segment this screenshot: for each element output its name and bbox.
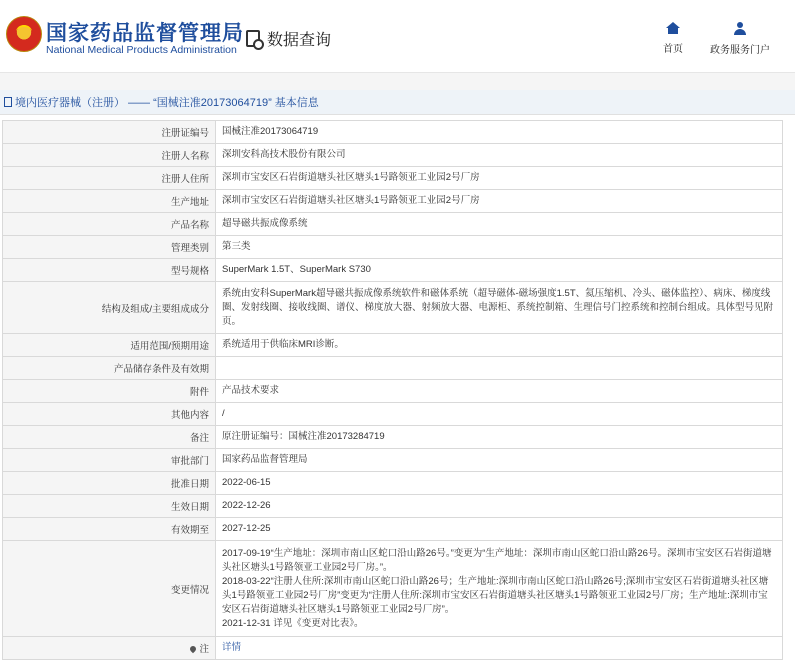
site-header	[0, 0, 795, 72]
row-value: 2022-06-15	[216, 472, 783, 495]
registration-info-table	[2, 120, 783, 660]
nav-home[interactable]	[660, 22, 686, 55]
row-label: 注册人名称	[3, 144, 216, 167]
row-value: 深圳市宝安区石岩街道塘头社区塘头1号路领亚工业园2号厂房	[216, 190, 783, 213]
row-label: 型号规格	[3, 259, 216, 282]
row-value: /	[216, 403, 783, 426]
row-value: 系统由安科SuperMark超导磁共振成像系统软件和磁体系统（超导磁体-磁场强度1.5T、氦压缩机、冷头、磁体监控）、病床、梯度线圈、发射线圈、接收线圈、谱仪、梯度放大器、射频放大器、电源柜、系统控制箱、生理信号门控系统和控制台组成。具体型号见附页。	[216, 282, 783, 334]
row-label: 附件	[3, 380, 216, 403]
table-row	[3, 380, 783, 403]
row-label: 注册证编号	[3, 121, 216, 144]
row-label: 适用范围/预期用途	[3, 334, 216, 357]
row-label: 管理类别	[3, 236, 216, 259]
note-label-cell	[3, 637, 216, 660]
breadcrumb	[0, 90, 795, 115]
nav-gov-service[interactable]	[708, 22, 772, 56]
data-search-icon	[246, 30, 260, 47]
row-label: 注册人住所	[3, 167, 216, 190]
table-row	[3, 236, 783, 259]
note-label: 注	[199, 644, 209, 655]
nav-home-label: 首页	[663, 44, 683, 55]
row-value: 2022-12-26	[216, 495, 783, 518]
table-row	[3, 426, 783, 449]
table-row	[3, 190, 783, 213]
table-row	[3, 144, 783, 167]
table-row	[3, 334, 783, 357]
note-value-cell	[216, 637, 783, 660]
data-query-label: 数据查询	[267, 32, 332, 49]
row-label: 结构及组成/主要组成成分	[3, 282, 216, 334]
row-value: 原注册证编号：国械注准20173284719	[216, 426, 783, 449]
home-icon	[666, 22, 680, 34]
change-history	[216, 541, 783, 637]
row-label: 变更情况	[3, 541, 216, 637]
site-title-cn[interactable]: 国家药品监督管理局	[46, 22, 244, 45]
table-row	[3, 472, 783, 495]
row-value: 系统适用于供临床MRI诊断。	[216, 334, 783, 357]
row-label: 其他内容	[3, 403, 216, 426]
site-title-en[interactable]: National Medical Products Administration	[46, 44, 237, 56]
row-label: 备注	[3, 426, 216, 449]
table-row	[3, 357, 783, 380]
table-row-note	[3, 637, 783, 660]
table-row	[3, 518, 783, 541]
row-value: 国家药品监督管理局	[216, 449, 783, 472]
row-value: 国械注准20173064719	[216, 121, 783, 144]
user-icon	[733, 22, 747, 35]
header-divider	[0, 72, 795, 90]
table-row	[3, 259, 783, 282]
row-value: 深圳市宝安区石岩街道塘头社区塘头1号路领亚工业园2号厂房	[216, 167, 783, 190]
details-link[interactable]: 详情	[222, 642, 242, 653]
change-entry: 2021-12-31 详见《变更对比表》。	[222, 617, 364, 629]
table-row	[3, 449, 783, 472]
row-label: 审批部门	[3, 449, 216, 472]
row-label: 生产地址	[3, 190, 216, 213]
table-row	[3, 213, 783, 236]
table-row-changes	[3, 541, 783, 637]
nav-gov-service-label: 政务服务门户	[710, 45, 770, 56]
row-value: 超导磁共振成像系统	[216, 213, 783, 236]
row-label: 有效期至	[3, 518, 216, 541]
table-row	[3, 282, 783, 334]
row-value	[216, 357, 783, 380]
change-entry: 2018-03-22“注册人住所:深圳市南山区蛇口沿山路26号；生产地址:深圳市南山区蛇口沿山路26号;深圳市宝安区石岩街道塘头社区塘头1号路领亚工业园2号厂房”变更为“注册人住所:深圳市宝安区石岩街道塘头社区塘头1号路领亚工业园2号厂房；生产地址:深圳市宝安区石岩街道塘头社区塘头1号路领亚工业园2号厂房”。	[222, 575, 769, 615]
data-query-link[interactable]	[246, 27, 331, 50]
row-value: SuperMark 1.5T、SuperMark S730	[216, 259, 783, 282]
row-label: 生效日期	[3, 495, 216, 518]
table-row	[3, 167, 783, 190]
row-label: 产品储存条件及有效期	[3, 357, 216, 380]
row-value: 2027-12-25	[216, 518, 783, 541]
row-value: 深圳安科高技术股份有限公司	[216, 144, 783, 167]
table-row	[3, 495, 783, 518]
row-value: 产品技术要求	[216, 380, 783, 403]
national-emblem-icon	[6, 16, 42, 52]
row-label: 批准日期	[3, 472, 216, 495]
change-entry: 2017-09-19“生产地址：深圳市南山区蛇口沿山路26号。”变更为“生产地址：深圳市南山区蛇口沿山路26号。深圳市宝安区石岩街道塘头社区塘头1号路领亚工业园2号厂房。”。	[222, 547, 772, 573]
table-row	[3, 121, 783, 144]
pin-icon	[189, 645, 197, 653]
row-value: 第三类	[216, 236, 783, 259]
document-icon	[4, 97, 12, 107]
table-row	[3, 403, 783, 426]
breadcrumb-text: 境内医疗器械（注册） —— “国械注准20173064719” 基本信息	[15, 97, 319, 109]
row-label: 产品名称	[3, 213, 216, 236]
